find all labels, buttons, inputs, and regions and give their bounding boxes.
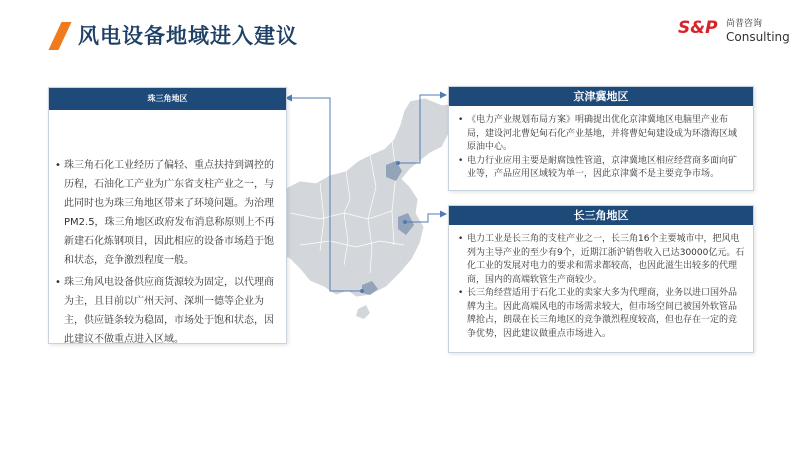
china-map-shape	[266, 98, 466, 297]
list-item: • 电力工业是长三角的支柱产业之一，长三角16个主要城市中，把风电列为主导产业的至少有9个，近期江浙沪销售收入已达30000亿元。石化工业的发展对电力的要求和需求都较高，也因此滋生出较多的代理商，国内的高端软管生产商较少。	[458, 233, 745, 287]
logo-chinese-name: 尚普咨询	[726, 19, 763, 29]
panel-pearl-river-delta	[48, 87, 287, 344]
sp-consulting-logo	[678, 14, 788, 54]
points-list-jing-jin-ji	[449, 114, 753, 182]
list-item: • 珠三角石化工业经历了偏轻、重点扶持到调控的历程，石油化工产业为广东省支柱产业之一，与此同时也为珠三角地区带来了环境问题。为治理PM2.5，珠三角地区政府发布消息称原则上不再新建石化炼钢项目，因此相应的设备市场趋于饱和状态，竞争激烈程度一般。	[55, 156, 276, 270]
panel-title-pearl-river-delta: 珠三角地区	[49, 88, 286, 110]
list-item: • 《电力产业规划布局方案》明确提出优化京津冀地区电脑里产业布局，建设河北曹妃甸石化产业基地，并将曹妃甸建设成为环渤海区域原油中心。	[458, 114, 745, 155]
page-title: 风电设备地域进入建议	[78, 24, 298, 48]
panel-jing-jin-ji	[448, 86, 754, 191]
logo-brand: S&P	[678, 18, 718, 38]
logo-english-name: Consulting	[726, 30, 790, 44]
hainan-island	[356, 305, 370, 319]
panel-title-jing-jin-ji: 京津冀地区	[449, 87, 753, 106]
points-list-pearl-river-delta	[49, 156, 286, 349]
list-item: • 长三角经营适用于石化工业的卖家大多为代理商，业务以进口国外品牌为主。因此高端风电的市场需求较大，但市场空间已被国外软管品牌抢占，朗晟在长三角地区的竞争激烈程度较高，但也存在一定的竞争优势，因此建议做重点市场进入。	[458, 287, 745, 341]
list-item: • 电力行业应用主要是耐腐蚀性管道，京津冀地区相应经营商多面向矿业等，产品应用区域较为单一，因此京津冀不是主要竞争市场。	[458, 155, 745, 182]
panel-yangtze-river-delta	[448, 205, 754, 353]
list-item: • 珠三角风电设备供应商货源较为固定，以代理商为主，且目前以广州天河、深圳一德等企业为主，供应链条较为稳固，市场处于饱和状态，因此建议不做重点进入区域。	[55, 273, 276, 349]
points-list-yangtze-river-delta	[449, 233, 753, 341]
panel-title-yangtze-river-delta: 长三角地区	[449, 206, 753, 225]
title-accent-bar	[48, 22, 71, 50]
china-map-illustration	[260, 95, 480, 335]
